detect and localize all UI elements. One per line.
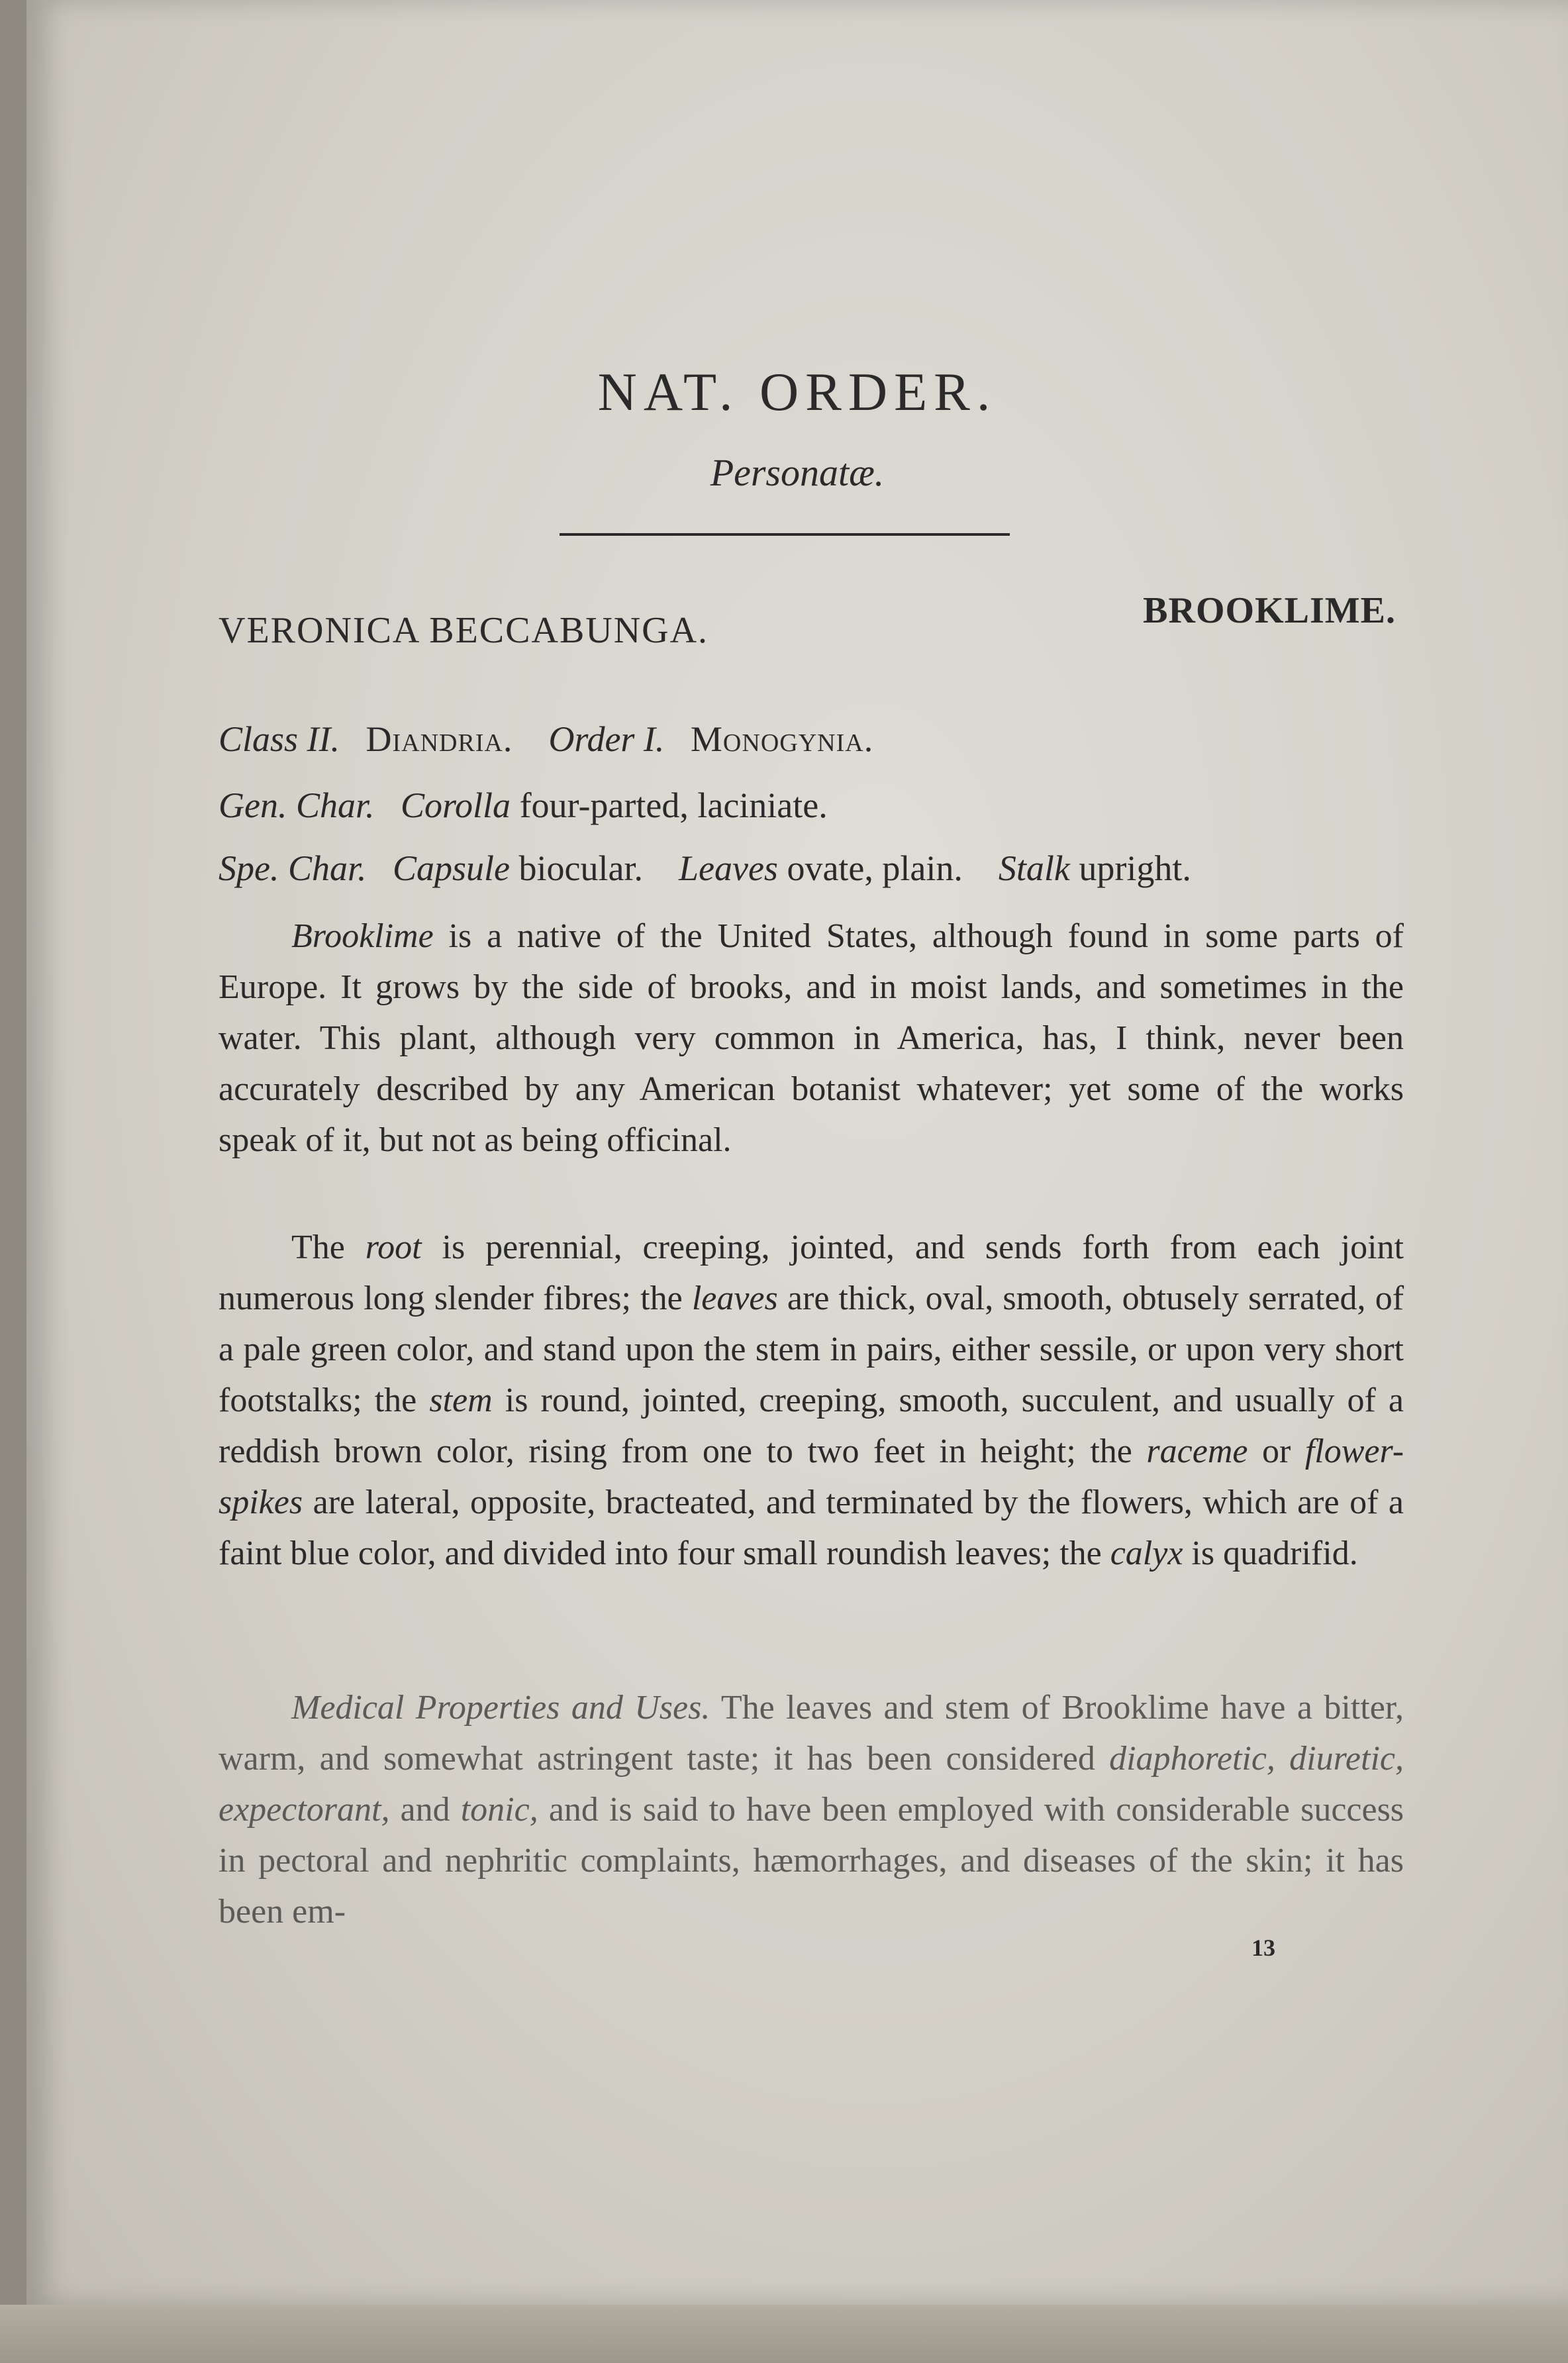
p3-b: and is said to have been employed with considerable success in pectoral and nephritic complaints, hæmorrhages, and diseases of the skin; it has been em- [219, 1791, 1404, 1931]
common-name: BROOKLIME. [1143, 590, 1396, 631]
p2-f: are lateral, opposite, bracteated, and terminated by the flowers, which are of a faint blue color, and divided into four small roundish leaves; the [219, 1483, 1404, 1572]
spe-text-capsule: biocular. [518, 848, 643, 888]
p2-calyx: calyx [1110, 1534, 1183, 1572]
spe-text-stalk: upright. [1079, 848, 1191, 888]
gen-label: Gen. Char. [219, 785, 375, 825]
p1-lead: Brooklime [291, 917, 434, 955]
spe-text-leaves: ovate, plain. [787, 848, 963, 888]
p2-raceme: raceme [1146, 1433, 1248, 1470]
book-page [26, 0, 1568, 2305]
p3-heading: Medical Properties and Uses. [291, 1689, 710, 1727]
p2-root: root [365, 1229, 422, 1266]
spe-term-stalk: Stalk [998, 848, 1070, 888]
p2-c: are thick, oval, smooth, obtusely serrated, of a pale green color, and stand upon the stem in pairs, either sessile, or upon very short footstalks; the [219, 1280, 1404, 1419]
p2-a: The [291, 1229, 345, 1266]
order-value: Monogynia. [690, 719, 874, 759]
p3-tonic: tonic, [460, 1791, 538, 1829]
spe-char-line [219, 848, 1191, 889]
gen-text: four-parted, laciniate. [519, 785, 828, 825]
p2-d: is round, jointed, creeping, smooth, succulent, and usually of a reddish brown color, rising from one to two feet in height; the [219, 1382, 1404, 1470]
spe-label: Spe. Char. [219, 848, 367, 888]
title-rule [560, 533, 1010, 536]
paragraph-root [219, 1222, 1404, 1579]
order-name: Personatæ. [710, 451, 885, 494]
gen-term: Corolla [401, 785, 511, 825]
p2-spikes: flower-spikes [219, 1433, 1404, 1521]
p1-text: is a native of the United States, although found in some parts of Europe. It grows by the side of brooks, and in moist lands, and sometimes in the water. This plant, although very common in America, has, I think, never been accurately described by any American botanist whatever; yet some of the works speak of it, but not as being officinal. [219, 917, 1404, 1159]
p2-stem: stem [429, 1382, 493, 1419]
p2-b: is perennial, creeping, jointed, and sends forth from each joint numerous long slender fibres; the [219, 1229, 1404, 1317]
spe-term-leaves: Leaves [678, 848, 778, 888]
class-line [219, 719, 873, 760]
class-value: Diandria. [366, 719, 513, 759]
p2-leaves: leaves [691, 1280, 778, 1317]
paragraph-medical [219, 1682, 1404, 1937]
p3-a: The leaves and stem of Brooklime have a bitter, warm, and somewhat astringent taste; it has been considered [219, 1689, 1404, 1778]
paragraph-description [219, 911, 1404, 1166]
spe-term-capsule: Capsule [393, 848, 511, 888]
p2-e: or [1261, 1433, 1291, 1470]
class-label: Class II. [219, 719, 340, 759]
page-title: NAT. ORDER. [597, 362, 997, 422]
latin-name: VERONICA BECCABUNGA. [219, 610, 709, 651]
order-label: Order I. [548, 719, 665, 759]
book-edge [0, 2305, 1568, 2363]
page-number: 13 [1251, 1935, 1275, 1961]
gen-char-line [219, 785, 828, 826]
p3-diaphoretic: diaphoretic, diuretic, expectorant, [219, 1740, 1404, 1829]
p3-and: and [400, 1791, 450, 1829]
p2-g: is quadrifid. [1191, 1534, 1358, 1572]
